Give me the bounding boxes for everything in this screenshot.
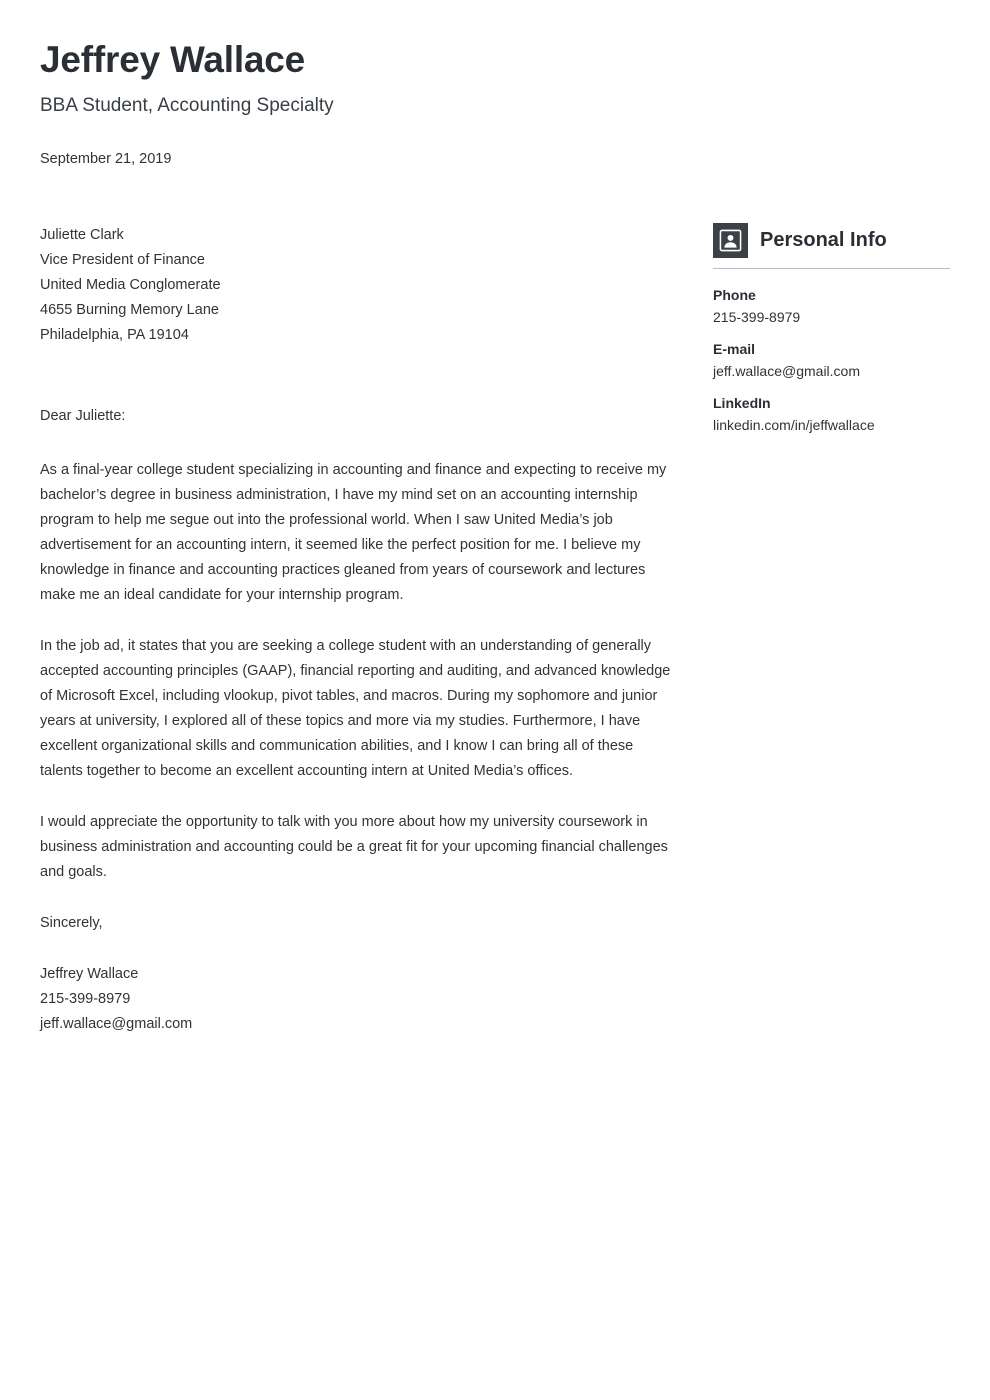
letter-header (40, 40, 950, 117)
sidebar-header (713, 223, 950, 269)
recipient-address (40, 223, 675, 348)
signature-block (40, 962, 675, 1037)
signature-line: 215-399-8979 (40, 990, 131, 1007)
page-title: Jeffrey Wallace (40, 39, 306, 80)
recipient-line: 4655 Burning Memory Lane (40, 301, 219, 318)
letter-body-column (40, 151, 675, 1037)
sidebar-item-email (713, 341, 950, 379)
letter-paragraph: I would appreciate the opportunity to talk with you more about how my university coursework in business administration and accounting could be a great fit for your upcoming financial challenges and goals. (40, 813, 668, 880)
letter-date: September 21, 2019 (40, 150, 172, 167)
sidebar-item-value[interactable]: linkedin.com/in/jeffwallace (713, 416, 875, 433)
sidebar-item-label: Phone (713, 286, 756, 303)
sidebar-item-value: 215-399-8979 (713, 308, 801, 325)
recipient-line: United Media Conglomerate (40, 276, 221, 293)
sidebar-item-label: E-mail (713, 340, 756, 357)
letter-paragraph: As a final-year college student specializing in accounting and finance and expecting to receive my bachelor’s degree in business administration, I have my mind set on an accounting internship program to help me segue out into the professional world. When I saw United Media’s job advertisement for an accounting intern, it seemed like the perfect position for me. I believe my knowledge in finance and accounting practices gleaned from years of coursework and lectures make me an ideal candidate for your internship program. (40, 461, 667, 603)
sidebar-item-value[interactable]: jeff.wallace@gmail.com (713, 362, 861, 379)
sidebar-item-phone (713, 287, 950, 325)
letter-paragraph: In the job ad, it states that you are seeking a college student with an understanding of generally accepted accounting principles (GAAP), financial reporting and auditing, and advanced knowledge of Microsoft Excel, including vlookup, pivot tables, and macros. During my sophomore and junior years at university, I explored all of these topics and more via my studies. Furthermore, I have excellent organizational skills and communication abilities, and I know I can bring all of these talents together to become an excellent accounting intern at United Media’s offices. (40, 637, 671, 779)
personal-info-sidebar (675, 151, 950, 449)
signature-line: Jeffrey Wallace (40, 965, 139, 982)
sidebar-title: Personal Info (760, 228, 887, 251)
content-columns (40, 151, 950, 1037)
sidebar-item-linkedin (713, 395, 950, 433)
recipient-line: Philadelphia, PA 19104 (40, 326, 189, 343)
sidebar-item-label: LinkedIn (713, 394, 771, 411)
letter-closing: Sincerely, (40, 914, 103, 931)
recipient-line: Vice President of Finance (40, 251, 205, 268)
header-tagline: BBA Student, Accounting Specialty (40, 94, 334, 116)
recipient-line: Juliette Clark (40, 226, 124, 243)
signature-line: jeff.wallace@gmail.com (40, 1015, 193, 1032)
letter-salutation: Dear Juliette: (40, 407, 126, 424)
person-badge-icon (713, 223, 748, 258)
